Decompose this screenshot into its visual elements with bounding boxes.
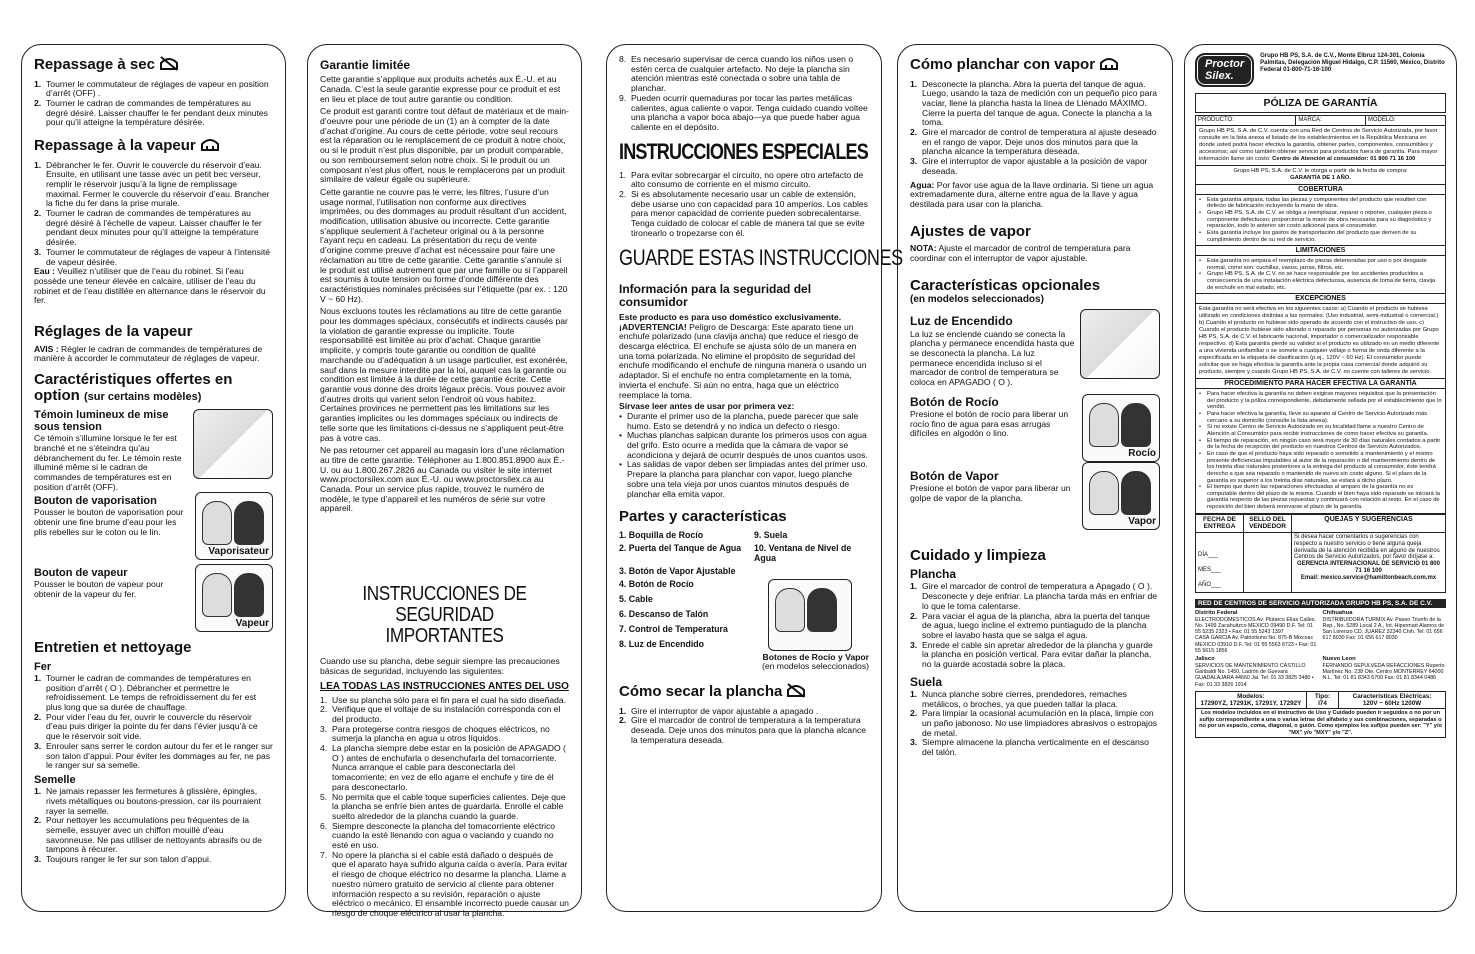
list-item: 1. Tourner le commutateur de réglages de vapeur en position d’arrêt (OFF) . — [34, 78, 269, 99]
feature-title: Botón de Vapor — [910, 468, 999, 483]
list-item: • Muchas planchas salpican durante los primeros usos con agua del grifo. Esto ocurre a medida que la cámara de vapor se acondiciona y dejará de ocurrir después de unos cuantos usos. — [619, 431, 869, 460]
list-item: 9. Pueden ocurrir quemaduras por tocar las partes metálicas calientes, agua caliente o vapor. Tenga cuidado cuando voltee una plancha a vapor boca abajo—ya que puede haber agua caliente en el depósito. — [619, 92, 868, 132]
procedure-heading: PROCEDIMIENTO PARA HACER EFECTIVA LA GARANTÍA — [1195, 379, 1446, 389]
steam-button-image: Vapor — [1082, 462, 1160, 530]
list-item: 1. Nunca planche sobre cierres, prendedores, remaches metálicos, o broches, ya que pueden tallar la placa. — [910, 688, 1127, 709]
feature-text: Presione el botón de rocío para liberar un rocío fino de agua para esas arrugas difíciles en algodón o lino. — [910, 408, 1069, 439]
read-all-heading: LEA TODAS LAS INSTRUCCIONES ANTES DEL USO — [320, 680, 569, 692]
feature-title: Témoin lumineux de mise sous tension — [34, 408, 169, 434]
feature-text: Pousser le bouton de vapeur pour obtenir de la vapeur du fer. — [34, 579, 164, 600]
exceptions-text: Esta garantía no será efectiva en los siguientes casos: a) Cuando el producto se hubiese utilizado en condiciones distintas a las normales. (Uso industrial, semi-industrial o comercial.) b) Cuando el producto no hubiese sido operado de acuerdo con el instructivo de uso. c) Cuando el producto hubiese sido alterado o reparado por personas no autorizadas por Grupo HB PS, S.A. de C.V. el fabricante nacional, importador o comercializador responsable respectivo. d) Esta garantía pierde su validez si el producto es utilizado en un medio diferente a una vivienda unifamiliar o se somete a cualquier voltaje o forma de onda diferente a la especificada en la etiqueta de clasificación (p.ej., 120V ~ 60 Hz). El consumidor puede solicitar que se haga efectiva la garantía ante la propia casa comercial donde adquirió su producto, siempre y cuando Grupo HB PS, S.A. de C.V. no cuente con talleres de servicio. — [1195, 304, 1446, 379]
list-item: 1. Use su plancha sólo para el fin para el cual ha sido diseñada. — [320, 694, 567, 705]
warning-text: ¡ADVERTENCIA! Peligro de Descarga: Este aparato tiene un enchufe polarizado (una clavija ancha) que reduce el riesgo de descarga eléctrica. El enchufe se ajusta sólo de un manera en una toma polarizada. No elimine el propósito de seguridad del enchufe modificando el enchufe de ninguna manera o usando un adaptador. Si el enchufe no entra completamente en la toma, invierta el enchufe. Si aún no entra, haga que un eléctrico reemplace la toma. — [619, 321, 867, 400]
dry-ironing-title: Cómo secar la plancha — [619, 682, 869, 703]
list-item: 2. Tourner le cadran de commandes de températures au degré désiré. Laisser chauffer le fer pendant deux minutes pour qu’il atteigne la température désirée. — [34, 97, 268, 128]
safety-heading: INSTRUCCIONES DE SEGURIDAD IMPORTANTES — [362, 583, 527, 648]
list-item: 7. No opere la plancha si el cable está dañado o después de que el aparato haya sufrido alguna caída o avería. Para evitar el riesgo de choque eléctrico no desarme la plancha. Llame a nuestro número gratuito de servicio al cliente para obtener información respecto a su revisión, reparación o ajuste eléctrico o mecánico. El ensamble incorrecto puede causar un riesgo de choque eléctrico al usar la plancha. — [320, 849, 569, 918]
product-fields — [1195, 115, 1446, 126]
brand-logo: Proctor Silex. — [1195, 53, 1254, 87]
list-item: 4. La plancha siempre debe estar en la posición de APAGADO ( O ) antes de enchufarla o desenchufarla del tomacorriente. Nunca arranque el cable para desconectarla del tomacorriente; en vez de ello agarre el enchufe y tire de él para desconectarlo. — [320, 743, 566, 792]
warranty-paragraph: Ce produit est garanti contre tout défaut de matériaux et de main-d’oeuvre pour une période de un (1) an à compter de la date d’achat d’origine. Au cours de cette période, votre seul recours est la réparation ou le remplacement de ce produit à notre choix, ou si le produit n’est plus disponible, par un produit comparable, ou son remboursement selon notre choix. Si le produit ou un composant n’est plus offert, nous le remplacerons par un produit similaire de valeur égale ou supérieure. — [320, 106, 569, 185]
list-item: • Esta garantía incluye los gastos de transportación del producto que deriven de su cumplimiento dentro de su red de servicio. — [1199, 230, 1442, 243]
model-field: MODELO: — [1365, 116, 1445, 126]
household-note: Este producto es para uso doméstico exclusivamente. — [619, 311, 842, 322]
list-item: 6. Siempre desconecte la plancha del tomacorriente eléctrico cuando la esté llenando con agua o vaciando y cuando no esté en uso. — [320, 820, 556, 851]
brand-header — [1195, 53, 1446, 87]
optional-features-sub: (en modelos seleccionados) — [910, 294, 1044, 306]
warranty-paragraph: Nous excluons toutes les réclamations au titre de cette garantie pour les dommages spéciaux, consécutifs et indirects causés par la violation de garantie expresse ou implicite. Toute responsabilité est limitée au prix d’achat. Chaque garantie implicite, y compris toute garantie ou condition de qualité marchande ou d’adéquation à un usage particulier, est exonérée, sauf dans la mesure interdite par la loi, auquel cas la garantie ou condition est limitée à la durée de cette garantie écrite. Cette garantie vous donne des droits légaux précis. Vous pouvez avoir d’autres droits qui varient selon l’endroit où vous habitez. Certaines provinces ne permettent pas les limitations sur les garanties implicites ou les dommages spéciaux ou indirects de telle sorte que les limitations ci-dessus ne s’appliquent peut-être pas à votre cas. — [320, 306, 568, 443]
list-item: 2. Pour vider l’eau du fer, ouvrir le couvercle du réservoir d’eau puis diriger la pointe du fer dans l’évier jusqu’à ce que le réservoir soit vide. — [34, 711, 258, 742]
iron-indicator-image — [1080, 309, 1160, 379]
exceptions-heading: EXCEPCIONES — [1195, 294, 1446, 304]
subsection-title: Semelle — [34, 774, 76, 786]
list-item: 2. Para limpiar la ocasional acumulación en la placa, limpie con un paño jabonoso. No use limpiadores abrasivos o estropajos de metal. — [910, 708, 1158, 738]
section-title-optional-features: Caractéristiques offertes en option (sur certains modèles) — [34, 370, 233, 405]
subsection-title: Suela — [910, 674, 943, 689]
parts-list: 1. Boquilla de Rocío 9. Suela 2. Puerta del Tanque de Agua 10. Ventana de Nivel de Agua 3. Botón de Vapor Ajustable 4. Botón de Rocío 5. Cable 6. Descanso de Talón 7. Control de Temperatura 8. Luz de Encendido — [619, 529, 852, 649]
list-item: 2. Si es absolutamente necesario usar un cable de extensión, debe usarse uno con capacidad para 10 amperios. Los cables para menor capacidad de corriente pueden sobrecalentarse. Tenga cuidado de colocar el cable de manera tal que se evite tironearlo o tropezarse con él. — [619, 189, 868, 238]
iron-indicator-image — [193, 409, 273, 479]
list-item: • Esta garantía no ampara el reemplazo de piezas deterioradas por uso o por desgaste normal, como son: cuchillas, vasos, jarras, filtros, etc. — [1199, 258, 1442, 271]
panel-french-instructions — [21, 44, 286, 912]
image-caption-sub: (en modelos seleccionados) — [761, 661, 869, 672]
list-item: • Durante el primer uso de la plancha, puede parecer que sale humo. Esto se detendrá y no indica un defecto o riesgo. — [619, 412, 869, 431]
product-field: PRODUCTO: — [1196, 116, 1296, 126]
section-title-care-cleaning: Entretien et nettoyage — [34, 639, 192, 657]
list-item: 2. Gire el marcador de control de temperatura al ajuste deseado en el rango de vapor. Deje unos dos minutos para que la plancha alcance la temperatura deseada. — [910, 127, 1157, 157]
list-item: 3. Gire el interruptor de vapor ajustable a la posición de vapor deseada. — [910, 156, 1148, 176]
optional-features-title: Características opcionales — [910, 276, 1101, 294]
spray-steam-buttons-image — [768, 579, 852, 651]
parts-title: Partes y características — [619, 508, 787, 526]
water-note: Eau : Veuillez n’utiliser que de l’eau du robinet. Si l’eau possède une teneur élevée en calcaire, utiliser de l’eau du robinet et de l’eau distillée en alternance dans le réservoir du fer. — [34, 266, 266, 306]
steam-settings-title: Ajustes de vapor — [910, 222, 1031, 240]
list-item: 2. Tourner le cadran de commandes de températures au degré désiré à l’échelle de vapeur. Laisser chauffer le fer pendant deux minutes pour qu’il atteigne la température désirée. — [34, 208, 262, 248]
list-item: 2. Pour nettoyer les accumulations peu fréquentes de la semelle, essuyer avec un chiffon mouillé d’eau savonneuse. Ne pas utiliser de nettoyants abrasifs ou de tampons à récurer. — [34, 815, 262, 855]
feature-title: Botón de Rocío — [910, 394, 999, 409]
panel-warranty-safety — [307, 44, 582, 918]
water-note: Agua: Por favor use agua de la llave ordinaria. Si tiene un agua extremadamente dura, alterne entre agua de la llave y agua destilada para usar con la plancha. — [910, 179, 1154, 209]
steam-icon — [200, 136, 220, 157]
models-table: Modelos: 17290YZ, 17291K, 17291Y, 17292Y Tipo: I74 Características Eléctricas: 120V ~ 60Hz 1200W Los modelos incluidos en el instructivo de Uso y Cuidado pueden ir seguidos o no por un sufijo correspondiente a una o varias letras del alfabeto y sus combinaciones, separadas o no por un espacio, coma, diagonal, o guión. Como ejemplos los sufijos pueden ser: "Y" y/o "MX" y/o "MXY" y/o "Z". — [1195, 691, 1446, 738]
list-item: 1. Ne jamais repasser les fermetures à glissière, épingles, rivets métalliques ou boutons-pression, car ils pourraient rayer la semelle. — [34, 786, 261, 816]
care-cleaning-title: Cuidado y limpieza — [910, 546, 1046, 564]
list-item: • Si no existe Centro de Servicio Autorizado en su localidad llame a nuestro Centro de Atención al Consumidor para recibir instrucciones de como hacer efectiva su garantía. — [1199, 424, 1442, 437]
feature-title: Bouton de vapeur — [34, 567, 128, 580]
steam-off-icon — [159, 55, 179, 76]
feature-text: La luz se enciende cuando se conecta la plancha y permanece encendida hasta que se desconecta la plancha. La luz permanece encendida incluso si el marcador de control de temperatura se coloca en APAGADO ( O ). — [910, 328, 1075, 388]
list-item: 1. Débrancher le fer. Ouvrir le couvercle du réservoir d’eau. Ensuite, en utilisant une tasse avec un petit bec verseur, remplir le réservoir jusqu’à la ligne de remplissage maximal. Fermer le couvercle du réservoir d’eau. Brancher la fiche du fer dans la prise murale. — [34, 159, 270, 209]
list-item: • Esta garantía ampara, todas las piezas y componentes del producto que resulten con defecto de fabricación incluyendo la mano de obra. — [1199, 197, 1442, 210]
feature-title: Bouton de vaporisation — [34, 495, 157, 508]
feature-text: Presione el botón de vapor para liberar un golpe de vapor de la plancha. — [910, 482, 1071, 503]
image-caption: Botones de Rocío y Vapor — [762, 651, 869, 662]
list-item: 3. Enrede el cable sin apretar alrededor de la plancha y guarde la plancha en posición vertical. Para evitar dañar la plancha, no la guarde acostada sobre la placa. — [910, 639, 1153, 670]
coverage-heading: COBERTURA — [1195, 185, 1446, 195]
subsection-title: Fer — [34, 660, 52, 673]
feature-text: Ce témoin s’illumine lorsque le fer est branché et ne s’éteindra qu’au débranchement du fer. Le témoin reste illuminé même si le cadran de commandes de températures est en position d’arrêt (OFF). — [34, 433, 182, 492]
consumer-safety-title: Información para la seguridad del consumidor — [619, 281, 812, 309]
steam-icon — [1099, 55, 1119, 76]
list-item: • Grupo HB PS, S.A. de C.V. se obliga a reemplazar, reparar o reponer, cualquier pieza o componente defectuoso; proporcionar la mano de obra necesaria para su diagnóstico y reparación, todo lo anterior sin costo adicional para el consumidor. — [1199, 210, 1442, 230]
limitations-heading: LIMITACIONES — [1195, 246, 1446, 256]
spray-button-image: Vaporisateur — [195, 492, 273, 560]
list-item: • Grupo HB PS, S.A. de C.V. no se hace responsable por los accidentes producidos a consecuencia de una instalación eléctrica defectuosa, ausencia de toma de tierra, clavija de enchufe en mal estado, etc. — [1199, 271, 1442, 291]
list-item: 3. Toujours ranger le fer sur son talon d’appui. — [34, 854, 212, 865]
steam-ironing-title: Cómo planchar con vapor — [910, 55, 1160, 76]
feature-title: Luz de Encendido — [910, 314, 1013, 329]
warranty-paragraph: Ne pas retourner cet appareil au magasin lors d’une réclamation au titre de cette garantie. Téléphoner au 1.800.851.8900 aux É.-U. ou au 1.800.267.2826 au Canada ou visiter le site internet www.proctorsilex.com aux É.-U. ou www.proctorsilex.ca au Canada. Pour un service plus rapide, trouvez le numéro de modèle, le type d’appareil et les numéros de série sur votre appareil. — [320, 445, 565, 514]
panel-warranty-policy — [1184, 44, 1457, 912]
spray-button-image: Rocío — [1082, 394, 1160, 462]
brand-field: MARCA: — [1296, 116, 1366, 126]
list-item: 8. Es necesario supervisar de cerca cuando los niños usen o estén cerca de cualquier artefacto. No deje la plancha sin atención mientras esté conectada o sobre una tabla de planchar. — [619, 54, 854, 94]
note-text: NOTA: Ajuste el marcador de control de temperatura para coordinar con el interruptor de vapor ajustable. — [910, 243, 1131, 263]
list-item: 1. Gire el interruptor de vapor ajustable a apagado . — [619, 705, 819, 716]
list-item: • Las salidas de vapor deben ser limpiadas antes del primer uso. Prepare la plancha para planchar con vapor, luego planche sobre una tela vieja por unos cuantos minutos después de planchar ella emita vapor. — [619, 460, 869, 499]
steam-button-image: Vapeur — [195, 564, 273, 632]
save-instructions-heading: GUARDE ESTAS INSTRUCCIONES — [619, 244, 903, 270]
section-title-steam-settings: Réglages de la vapeur — [34, 323, 193, 341]
policy-intro: Grupo HB PS, S.A. de C.V. cuenta con una Red de Centros de Servicio Autorizada, por favor consulte en la lista anexa el listado de los establecimientos en la República Mexicana en donde usted podrá hacer efectiva la garantía, obtener partes, componentes, consumibles y accesorios; así como también obtener servicio para productos fuera de garantía. Para mayor información llame sin costo: Centro de Atención al consumidor: 01 800 71 16 100 — [1195, 126, 1446, 166]
list-item: 5. No permita que el cable toque superficies calientes. Deje que la plancha se enfríe bien antes de guardarla. Enrolle el cable suelto alrededor de la plancha cuando la guarde. — [320, 791, 566, 821]
warranty-title: Garantie limitée — [320, 58, 411, 72]
company-address: Grupo HB PS, S.A. de C.V., Monte Elbruz 124-301, Colonia Palmitas, Delegación Miguel Hidalgo, C.P. 11560, México, Distrito Federal 01-800-71-16-100 — [1260, 53, 1445, 73]
list-item: • El tiempo que duren las reparaciones efectuadas al amparo de la garantía no es computable dentro del plazo de la misma. Cuando el bien haya sido reparado se iniciará la garantía respecto de las piezas repuestas y continuará con relación al resto. En el caso de reposición del bien deberá renovarse el plazo de la garantía. — [1199, 484, 1442, 511]
policy-title: PÓLIZA DE GARANTÍA — [1195, 93, 1446, 113]
list-item: 3. Tourner le commutateur de réglages de vapeur à l’intensité de vapeur désirée. — [34, 246, 271, 267]
feature-text: Pousser le bouton de vaporisation pour obtenir une fine brume d’eau pour les plis rebelles sur le coton ou le lin. — [34, 507, 184, 537]
list-item: 2. Verifique que el voltaje de su instalación corresponda con el del producto. — [320, 704, 561, 724]
list-item: 2. Para vaciar el agua de la plancha, abra la puerta del tanque de agua, luego incline el extremo puntiagudo de la plancha sobre el lavabo hasta que se salga el agua. — [910, 610, 1150, 640]
warranty-term: Grupo HB PS, S.A. de C.V. le otorga a partir de la fecha de compra: GARANTÍA DE 1 AÑO. — [1195, 166, 1446, 185]
service-network-heading: RED DE CENTROS DE SERVICIO AUTORIZADA GRUPO HB PS, S.A. DE C.V. — [1195, 599, 1446, 608]
list-item: 1. Desconecte la plancha. Abra la puerta del tanque de agua. Luego, usando la taza de medición con un pequeño pico para vaciar, llene la plancha hasta la línea de Llenado MÁXIMO. Cierre la puerta del tanque de agua. Conecte la plancha a la toma. — [910, 78, 1158, 128]
read-before-use: Sírvase leer antes de usar por primera vez: — [619, 401, 795, 412]
notice-text: AVIS : Régler le cadran de commandes de températures de manière à accorder le commutateur de réglages de vapeur. — [34, 343, 263, 364]
safety-intro: Cuando use su plancha, debe seguir siempre las precauciones básicas de seguridad, incluyendo las siguientes: — [320, 656, 560, 676]
list-item: 1. Tourner le cadran de commandes de températures en position d’arrêt ( O ). Débrancher et permettre le refroidissement. Le temps de refroidissement du fer est plus long que sa durée de chauffage. — [34, 672, 257, 713]
section-title-dry-ironing: Repassage à sec — [34, 55, 273, 76]
special-instructions-heading: INSTRUCCIONES ESPECIALES — [619, 138, 868, 164]
subsection-title: Plancha — [910, 567, 957, 582]
list-item: 3. Enrouler sans serrer le cordon autour du fer et le ranger sur son talon d’appui. Pour éviter les dommages au fer, ne pas le ranger sur sa semelle. — [34, 740, 273, 771]
list-item: • En caso de que el producto haya sido reparado o sometido a mantenimiento y el mismo presente deficiencias imputables al autor de la reparación o del mantenimiento dentro de los treinta días naturales posteriores a la entrega del producto al consumidor, éste tendrá derecho a que sea reparado o mantenido de nuevo sin costo alguno. Si el plazo de la garantía es superior a los treinta días naturales, se estará a dicho plazo. — [1199, 451, 1442, 484]
panel-spanish-usage — [897, 44, 1173, 912]
delivery-table: FECHA DE ENTREGA SELLO DEL VENDEDOR QUEJAS Y SUGERENCIAS DÍA___ MES___ AÑO___ Si desea hacer comentarios o sugerencias con respecto a nuestro servicio o tiene alguna queja derivada de la atención recibida en alguno de nuestros Centros de Servicio Autorizados, por favor diríjase a: GERENCIA INTERNACIONAL DE SERVICIO 01 800 71 16 100 Email: mexico.service@hamiltonbeach.com.mx — [1195, 514, 1446, 593]
steam-off-icon — [786, 682, 806, 703]
list-item: 1. Gire el marcador de control de temperatura a Apagado ( O ). Desconecte y deje enfriar. La plancha tarda más en enfriar de lo que le toma calentarse. — [910, 581, 1158, 611]
service-network: Distrito Federal ELECTRODOMESTICOS Av. Plutarco Elías Calles, No. 1499 Zacahuitzco MEXICO 09490 D.F. Tel: 01 55 5235 2323 • Fax: 01 55 5243 1397 CASA GARCIA Av. Patriotismo No. 875-B Mixcoac MEXICO 03910 D.F. Tel: 01 55 5563 8723 • Fax: 01 55 5615 1856 Chihuahua DISTRIBUIDORA TURMIX Av. Paseo Triunfo de la Rep., No. 5289 Local 2 A., Int. Hipermart Alamos de San Lorenzo CD. JUAREZ 32340 Chih. Tel: 01 656 617 8030 Fax: 01 656 617 8030 Jalisco SERVICIOS DE MANTENIMIENTO CASTILLO Garibaldi No. 1450, Ladrón de Guevara GUADALAJARA 44660 Jal. Tel: 01 33 3825 3480 • Fax: 01 33 3826 1914 Nuevo Leon FERNANDO SEPULVEDA REFACCIONES Ruperto Martínez No. 238 Ote. Centro MONTERREY 64000 N.L. Tel: 01 81 8343 6700 Fax: 01 81 8344 0486 — [1195, 609, 1445, 688]
list-item: • Para hacer efectiva la garantía no deben exigirse mayores requisitos que la presentación del producto y la póliza correspondiente, debidamente sellada por el establecimiento que lo vendió. — [1199, 391, 1442, 411]
warranty-paragraph: Cette garantie s’applique aux produits achetés aux É.-U. et au Canada. C’est la seule garantie expresse pour ce produit et est en lieu et place de tout autre garantie ou condition. — [320, 74, 561, 104]
section-title-steam-ironing: Repassage à la vapeur — [34, 136, 273, 157]
list-item: 1. Para evitar sobrecargar el circuito, no opere otro artefacto de alto consumo de corriente en el mismo circuito. — [619, 169, 864, 190]
warranty-paragraph: Cette garantie ne couvre pas le verre, les filtres, l’usure d’un usage normal, l’utilisation non conforme aux directives imprimées, ou des dommages au produit résultant d’un accident, modification, utilisation abusive ou incorrecte. Cette garantie s’applique seulement à l’acheteur original ou à la personne l’ayant reçu en cadeau. La présentation du reçu de vente d’origine comme preuve d’achat est nécessaire pour faire une réclamation au titre de cette garantie. Cette garantie s’annule si le produit est utilisé autrement que par une famille ou si l’appareil est soumis à toute tension ou forme d’onde différente des caractéristiques nominales précisées sur l’étiquette (par ex. : 120 V ~ 60 Hz). — [320, 186, 568, 304]
list-item: 3. Siempre almacene la plancha verticalmente en el descanso del talón. — [910, 737, 1149, 758]
list-item: 3. Para protegerse contra riesgos de choques eléctricos, no sumerja la plancha en agua u otros líquidos. — [320, 723, 550, 744]
panel-spanish-safety — [606, 44, 903, 912]
list-item: • Para hacer efectiva la garantía, lleve su aparato al Centro de Servicio Autorizado más cercano a su domicilio (consulte la lista anexa). — [1199, 411, 1442, 424]
list-item: 2. Gire el marcador de control de temperatura a la temperatura deseada. Deje unos dos minutos para que la plancha alcance la temperatura deseada. — [619, 715, 867, 745]
list-item: • El tiempo de reparación, en ningún caso será mayor de 30 días naturales contados a partir de la fecha de recepción del producto en nuestros Centros de Servicio Autorizados. — [1199, 438, 1442, 451]
